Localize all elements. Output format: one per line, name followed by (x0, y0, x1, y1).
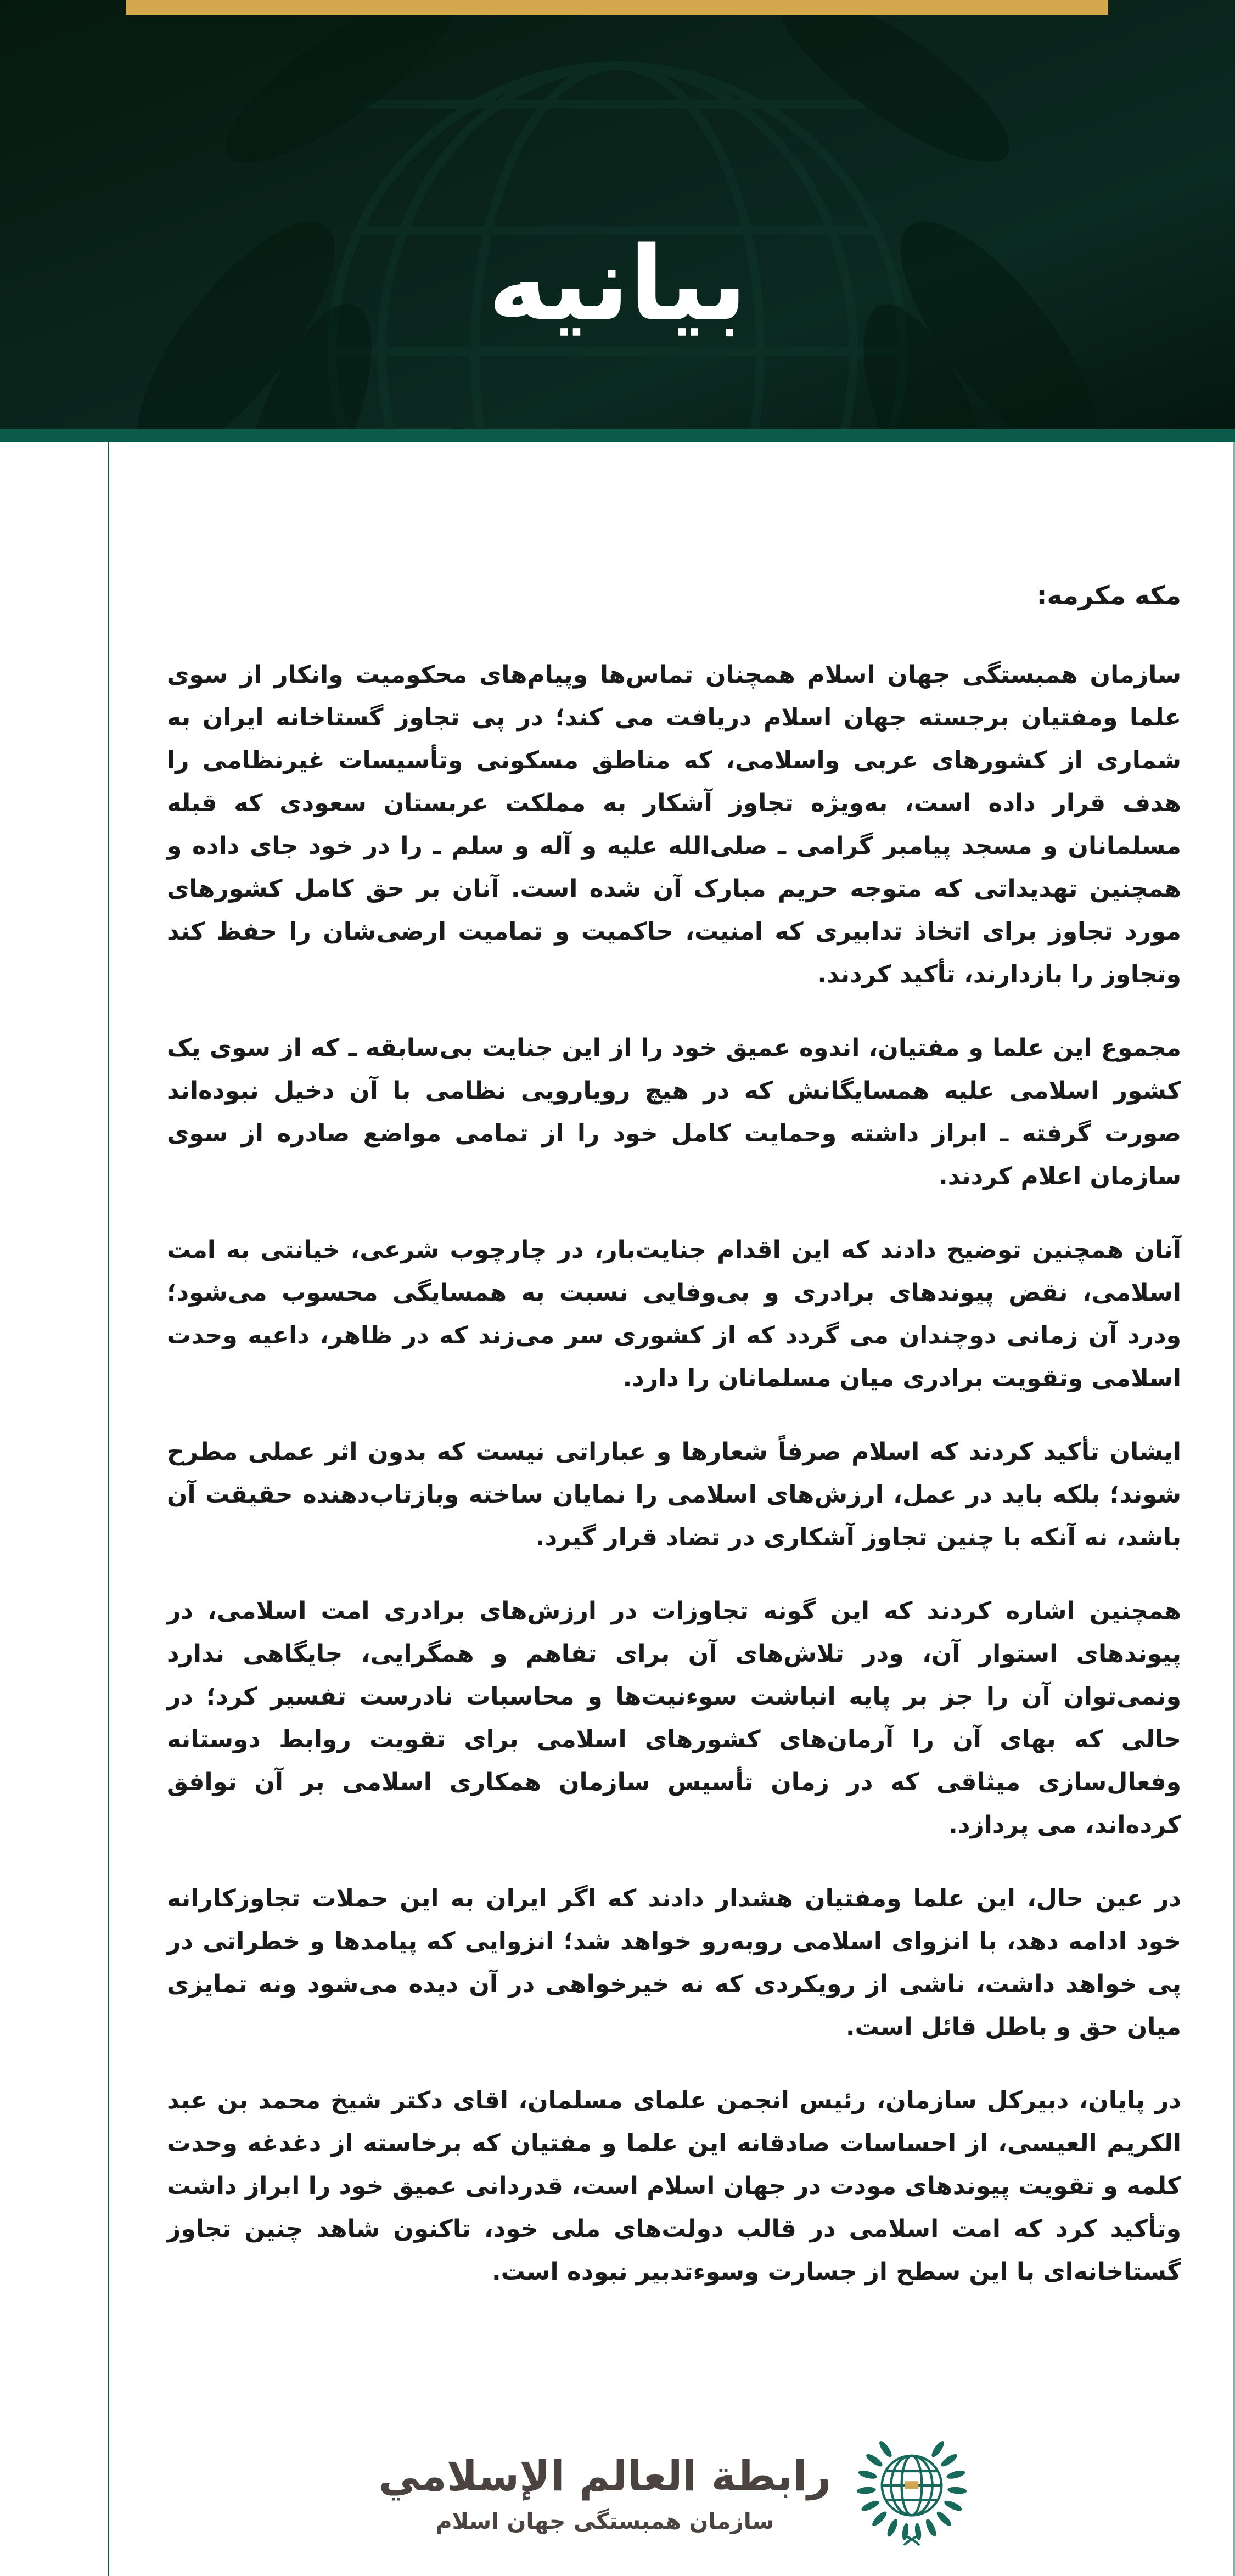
logo-arabic-calligraphy: رابطة العالم الإسلامي (378, 2451, 832, 2501)
document-content (109, 442, 1233, 2557)
gold-accent-bar (126, 0, 1108, 15)
paragraph: سازمان همبستگی جهان اسلام همچنان تماس‌ها وپیام‌های محکومیت وانکار از سوی علما ومفتیان برجسته جهان اسلام دریافت می کند؛ در پی تجاوز گستاخانه ایران به شماری از کشورهای عربی واسلامی، که مناطق مسکونی وتأسیسات غیرنظامی را هدف قرار داده است، به‌ویژه تجاوز آشکار به مملکت عربستان سعودی که قبله مسلمانان و مسجد پیامبر گرامی ـ صلی‌الله علیه و آله و سلم ـ را در خود جای داده و همچنین تهدیداتی که متوجه حریم مبارک آن شده است. آنان بر حق کامل کشورهای مورد تجاوز برای اتخاذ تدابیری که امنیت، حاکمیت و تمامیت ارضی‌شان را حفظ کند وتجاوز را بازدارند، تأکید کردند. (167, 661, 1181, 988)
logo-persian-subtitle: سازمان همبستگی جهان اسلام (435, 2507, 774, 2534)
paragraph: در عین حال، این علما ومفتیان هشدار دادند که اگر ایران به این حملات تجاوزکارانه خود ادامه دهد، با انزوای اسلامی روبه‌رو خواهد شد؛ انزوایی که پیامدها و خطراتی در پی خواهد داشت، ناشی از رویکردی که نه خیرخواهی در آن دیده می‌شود ونه تمایزی میان حق و باطل قائل است. (167, 1885, 1181, 2041)
paragraph: در پایان، دبیرکل سازمان، رئیس انجمن علمای مسلمان، اقای دکتر شیخ محمد بن عبد الکریم العیسی، از احساسات صادقانه این علما و مفتیان که برخاسته از دغدغه وحدت کلمه و تقویت پیوندهای مودت در جهان اسلام است، قدردانی عمیق خود را ابراز داشت وتأکید کرد که امت اسلامی در قالب دولت‌های ملی خود، تاکنون شاهد چنین تجاوز گستاخانه‌ای با این سطح از جسارت وسوءتدبیر نبوده است. (167, 2086, 1181, 2286)
paragraph: همچنین اشاره کردند که این گونه تجاوزات در ارزش‌های برادری امت اسلامی، در پیوندهای استوار آن، ودر تلاش‌های آن برای تفاهم و همگرایی، جایگاهی ندارد ونمی‌توان آن را جز بر پایه انباشت سوءنیت‌ها و محاسبات نادرست تفسیر کرد؛ در حالی که بهای آن را آرمان‌های کشورهای اسلامی برای تقویت روابط دوستانه وفعال‌سازی میثاقی که در زمان تأسیس سازمان همکاری اسلامی بر آن توافق کرده‌اند، می پردازد. (167, 1597, 1181, 1839)
paragraph: ایشان تأکید کردند که اسلام صرفاً شعارها و عباراتی نیست که بدون اثر عملی مطرح شوند؛ بلکه باید در عمل، ارزش‌های اسلامی را نمایان ساخته وبازتاب‌دهنده حقیقت آن باشد، نه آنکه با چنین تجاوز آشکاری در تضاد قرار گیرد. (167, 1438, 1181, 1551)
teal-divider-band (0, 429, 1235, 442)
globe-wreath-watermark-icon (0, 0, 1235, 429)
organization-logo (167, 2431, 1181, 2557)
wreath-globe-emblem-icon (854, 2431, 969, 2557)
statement-body (167, 654, 1181, 2293)
paragraph: آنان همچنین توضیح دادند که این اقدام جنایت‌بار، در چارچوب شرعی، خیانتی به امت اسلامی، نقض پیوندهای برادری و بی‌وفایی نسبت به همسایگی محسوب می‌شود؛ ودرد آن زمانی دوچندان می گردد که از کشوری سر می‌زند که در ظاهر، داعیه وحدت اسلامی وتقویت برادری میان مسلمانان را دارد. (167, 1236, 1181, 1392)
document-frame (108, 442, 1235, 2576)
header-banner (0, 0, 1235, 429)
page-title: بیانیه (488, 224, 747, 343)
dateline: مکه مکرمه: (1036, 581, 1181, 611)
paragraph: مجموع این علما و مفتیان، اندوه عمیق خود را از این جنایت بی‌سابقه ـ که از سوی یک کشور اسلامی علیه همسایگانش که در هیچ رویارویی نظامی با آن دخیل نبوده‌اند صورت گرفته ـ ابراز داشته وحمایت کامل خود را از تمامی مواضع صادره از سوی سازمان اعلام کردند. (167, 1034, 1181, 1190)
logo-text-block (379, 2453, 832, 2534)
